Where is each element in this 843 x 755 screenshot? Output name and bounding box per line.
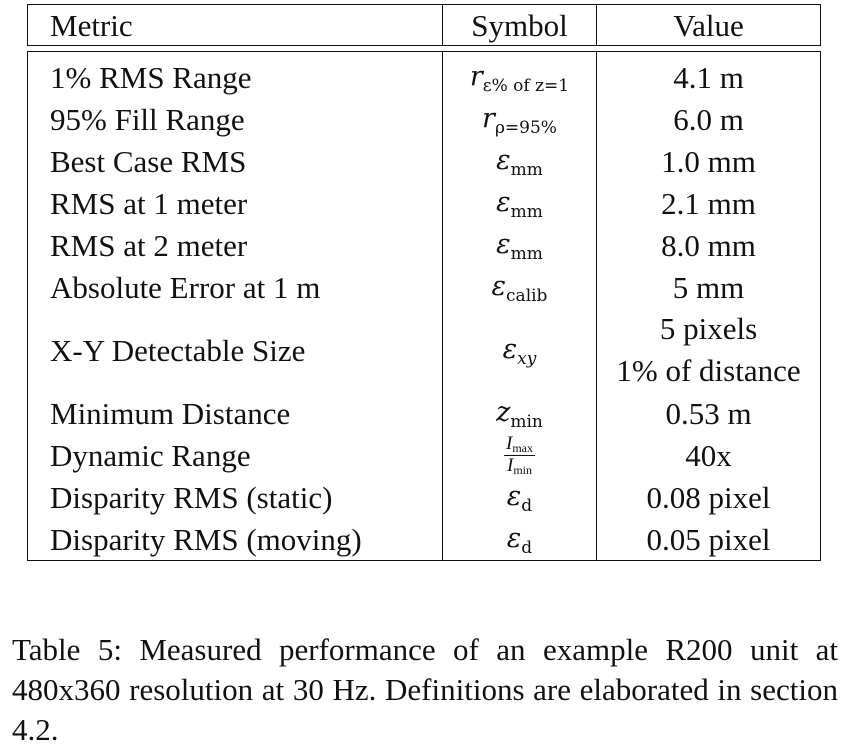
symbol-subscript: d — [521, 496, 533, 517]
metric-cell: Best Case RMS — [28, 140, 443, 182]
symbol-base: z — [496, 397, 511, 428]
symbol-cell — [443, 518, 597, 561]
symbol-base: ε — [496, 187, 511, 218]
symbol-subscript: calib — [506, 286, 548, 306]
value-cell: 8.0 mm — [597, 224, 821, 266]
table-row — [28, 98, 821, 140]
symbol-cell — [443, 392, 597, 434]
metric-cell: RMS at 2 meter — [28, 224, 443, 266]
value-cell: 5 mm — [597, 266, 821, 308]
value-cell: 4.1 m — [597, 52, 821, 99]
metric-cell: Minimum Distance — [28, 392, 443, 434]
symbol-base: ε — [491, 271, 507, 302]
table-row — [28, 182, 821, 224]
symbol-base: ε — [496, 229, 511, 260]
symbol-subscript: xy — [517, 349, 537, 369]
performance-table — [27, 4, 821, 561]
value-cell: 1.0 mm — [597, 140, 821, 182]
metric-cell: Disparity RMS (moving) — [28, 518, 443, 561]
symbol-base: ε — [506, 481, 522, 513]
value-cell: 0.08 pixel — [597, 476, 821, 518]
symbol-base: ε — [506, 523, 522, 555]
symbol-cell — [443, 182, 597, 224]
symbol-subscript: ρ=95% — [494, 118, 557, 138]
symbol-subscript: mm — [510, 202, 543, 222]
table-row — [28, 476, 821, 518]
metric-cell: Dynamic Range — [28, 434, 443, 476]
symbol-cell — [443, 308, 597, 392]
value-line: 1% of distance — [616, 353, 801, 388]
header-symbol: Symbol — [443, 5, 597, 46]
symbol-base: r — [469, 61, 483, 92]
fraction-denominator-subscript: min — [513, 462, 532, 477]
value-cell: 2.1 mm — [597, 182, 821, 224]
value-line: 5 pixels — [659, 311, 758, 346]
metric-cell: Absolute Error at 1 m — [28, 266, 443, 308]
value-cell: 0.05 pixel — [597, 518, 821, 561]
table-row — [28, 308, 821, 392]
symbol-cell — [443, 266, 597, 308]
table-row — [28, 52, 821, 99]
symbol-cell — [443, 224, 597, 266]
metric-cell: 1% RMS Range — [28, 52, 443, 99]
symbol-cell — [443, 434, 597, 476]
table-row — [28, 224, 821, 266]
fraction-symbol — [504, 434, 535, 476]
table-caption: Table 5: Measured performance of an example R200 unit at 480x360 resolution at 30 Hz. Definitions are elaborated in section 4.2. — [12, 632, 838, 747]
table-header-row — [28, 5, 821, 46]
value-cell: 40x — [597, 434, 821, 476]
symbol-subscript: mm — [510, 160, 543, 180]
table-row — [28, 392, 821, 434]
table-row — [28, 434, 821, 476]
metric-cell: X-Y Detectable Size — [28, 308, 443, 392]
header-metric: Metric — [28, 5, 443, 46]
symbol-base: ε — [496, 145, 511, 176]
metric-cell: Disparity RMS (static) — [28, 476, 443, 518]
symbol-subscript: mm — [510, 244, 543, 264]
symbol-subscript: ε% of z=1 — [482, 76, 570, 96]
symbol-base: ε — [502, 334, 518, 365]
symbol-subscript: min — [510, 412, 543, 432]
fraction-numerator-subscript: max — [512, 441, 533, 455]
symbol-cell — [443, 52, 597, 99]
header-value: Value — [597, 5, 821, 46]
fraction-numerator: I — [506, 433, 513, 454]
table-row — [28, 266, 821, 308]
symbol-cell — [443, 140, 597, 182]
symbol-cell — [443, 476, 597, 518]
value-cell — [597, 308, 821, 392]
fraction-denominator: I — [507, 454, 514, 476]
symbol-subscript: d — [521, 538, 533, 559]
symbol-cell — [443, 98, 597, 140]
table-row — [28, 518, 821, 561]
metric-cell: RMS at 1 meter — [28, 182, 443, 224]
symbol-base: r — [482, 103, 495, 134]
value-cell: 0.53 m — [597, 392, 821, 434]
metric-cell: 95% Fill Range — [28, 98, 443, 140]
value-cell: 6.0 m — [597, 98, 821, 140]
table-row — [28, 140, 821, 182]
